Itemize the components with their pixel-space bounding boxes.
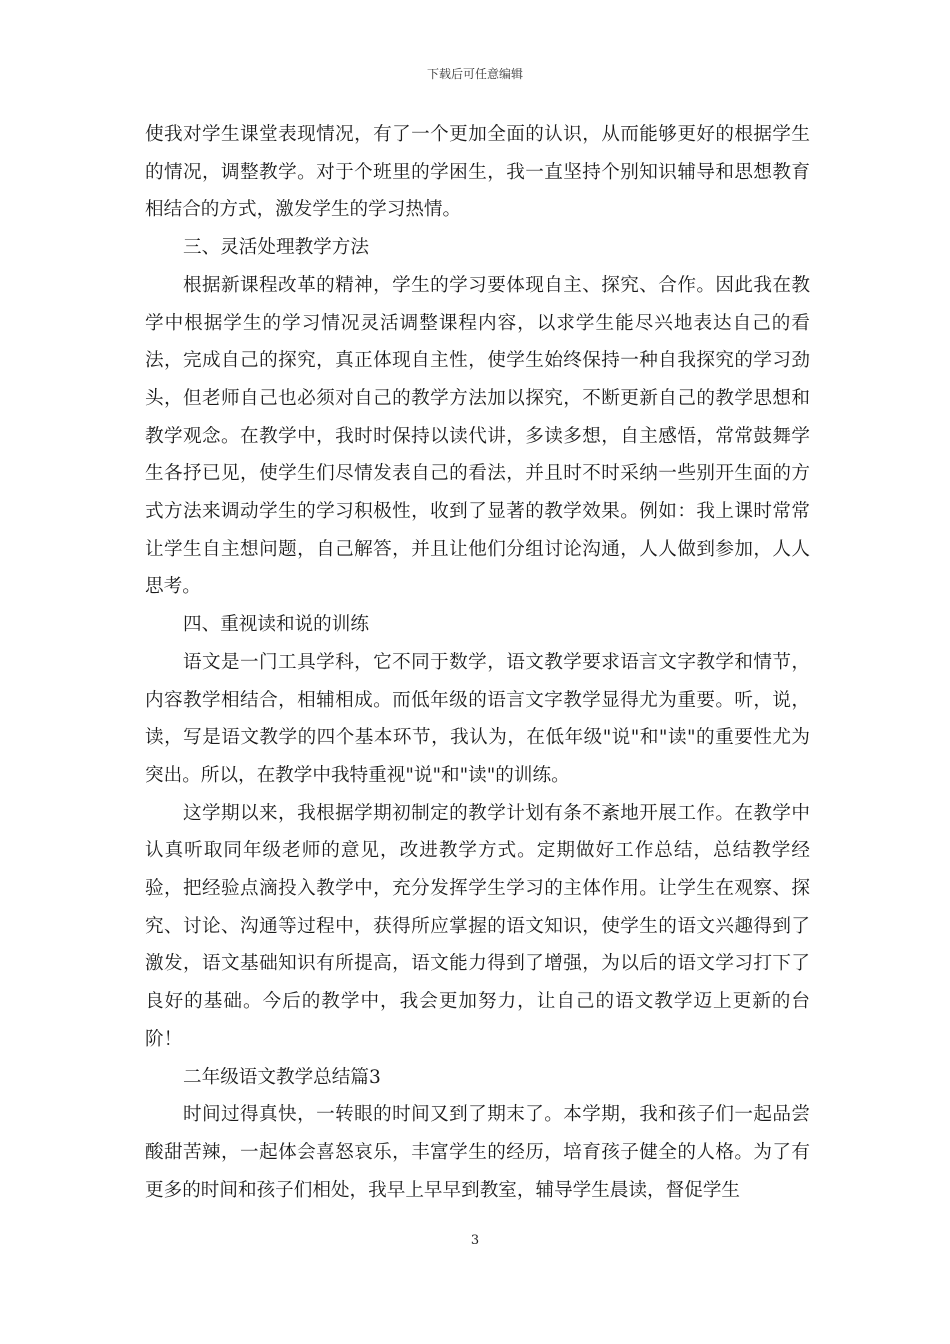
section-heading-3: 三、灵活处理教学方法 (183, 237, 369, 259)
page-number: 3 (470, 1233, 480, 1248)
paragraph-teaching-methods: 根据新课程改革的精神，学生的学习要体现自主、探究、合作。因此我在教学中根据学生的学习情况灵活调整课程内容，以求学生能尽兴地表达自己的看法，完成自己的探究，真正体现自主性，使学生始终保持一种自我探究的学习劲头，但老师自己也必须对自己的教学方法加以探究，不断更新自己的教学思想和教学观念。在教学中，我时时保持以读代讲，多读多想，自主感悟，常常鼓舞学生各抒已见，使学生们尽情发表自己的看法，并且时不时采纳一些别开生面的方式方法来调动学生的学习积极性，收到了显著的教学效果。例如：我上课时常常让学生自主想问题，自己解答，并且让他们分组讨论沟通，人人做到参加，人人思考。 (145, 274, 810, 598)
paragraph-continuation: 使我对学生课堂表现情况，有了一个更加全面的认识，从而能够更好的根据学生的情况，调整教学。对于个班里的学困生，我一直坚持个别知识辅导和思想教育相结合的方式，激发学生的学习热情。 (145, 124, 810, 221)
section-heading-4: 四、重视读和说的训练 (183, 614, 369, 636)
paragraph-semester-summary: 这学期以来，我根据学期初制定的教学计划有条不紊地开展工作。在教学中认真听取同年级老师的意见，改进教学方式。定期做好工作总结，总结教学经验，把经验点滴投入教学中，充分发挥学生学习的主体作用。让学生在观察、探究、讨论、沟通等过程中，获得所应掌握的语文知识，使学生的语文兴趣得到了激发，语文基础知识有所提高，语文能力得到了增强，为以后的语文学习打下了良好的基础。今后的教学中，我会更加努力，让自己的语文教学迈上更新的台阶！ (145, 802, 810, 1050)
page-header: 下载后可任意编辑 (426, 67, 523, 81)
paragraph-reading-speaking: 语文是一门工具学科，它不同于数学，语文教学要求语言文字教学和情节，内容教学相结合，相辅相成。而低年级的语言文字教学显得尤为重要。听，说，读，写是语文教学的四个基本环节，我认为，在低年级"说"和"读"的重要性尤为突出。所以，在教学中我特重视"说"和"读"的训练。 (145, 651, 810, 786)
paragraph-article-3-intro: 时间过得真快，一转眼的时间又到了期末了。本学期，我和孩子们一起品尝酸甜苦辣，一起体会喜怒哀乐，丰富学生的经历，培育孩子健全的人格。为了有更多的时间和孩子们相处，我早上早早到教室，辅导学生晨读，督促学生 (145, 1104, 810, 1201)
document-body (145, 116, 810, 1209)
article-title-3: 二年级语文教学总结篇3 (183, 1066, 381, 1088)
